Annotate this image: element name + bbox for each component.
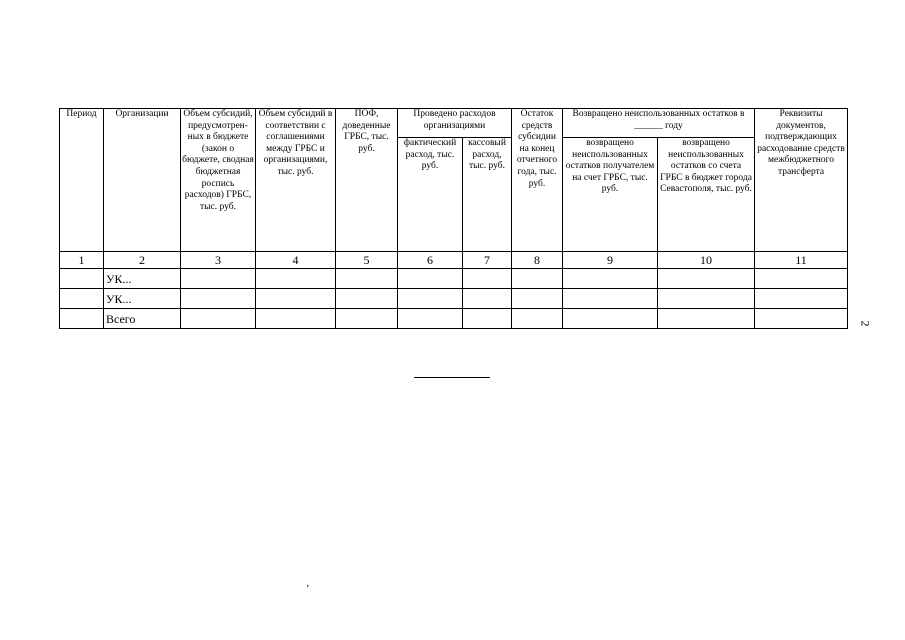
header-balance: Остаток средств субсидии на конец отчетного года, тыс. руб. [512, 109, 563, 252]
header-subsidy-volume: Объем субсидий, предусмотрен-ных в бюджете (закон о бюджете, сводная бюджетная роспись расходов) ГРБС, тыс. руб. [181, 109, 256, 252]
table-cell [336, 269, 398, 289]
table-cell [60, 269, 104, 289]
table-cell [512, 269, 563, 289]
footnote-rule [414, 377, 490, 378]
table-cell [181, 309, 256, 329]
table-cell [60, 309, 104, 329]
column-number: 6 [398, 252, 463, 269]
table-cell [512, 289, 563, 309]
header-actual-expense: фактический расход, тыс. руб. [398, 138, 463, 252]
scan-speck: ʼ [306, 584, 310, 595]
header-returned-group: Возвращено неиспользованных остатков в ______ году [563, 109, 755, 138]
table-cell [463, 289, 512, 309]
header-returned-to-budget: возвращено неиспользованных остатков со счета ГРБС в бюджет города Севастополя, тыс. руб. [658, 138, 755, 252]
header-subsidy-agreements: Объем субсидий в соответствии с соглашениями между ГРБС и организациями, тыс. руб. [256, 109, 336, 252]
column-number: 8 [512, 252, 563, 269]
table-cell [336, 309, 398, 329]
table-cell [563, 269, 658, 289]
column-number: 3 [181, 252, 256, 269]
page-number: 2 [858, 320, 873, 327]
header-row [60, 109, 848, 138]
table-cell [398, 269, 463, 289]
column-number: 4 [256, 252, 336, 269]
table-cell [336, 289, 398, 309]
table-row-total [60, 309, 848, 329]
header-expenses-group: Проведено расходов организациями [398, 109, 512, 138]
table-cell [398, 309, 463, 329]
column-number: 2 [104, 252, 181, 269]
column-number: 11 [755, 252, 848, 269]
header-pof: ПОФ, доведенные ГРБС, тыс. руб. [336, 109, 398, 252]
column-number: 1 [60, 252, 104, 269]
table-cell [256, 289, 336, 309]
table-cell [755, 309, 848, 329]
column-number: 10 [658, 252, 755, 269]
header-organizations: Организации [104, 109, 181, 252]
table-cell [463, 309, 512, 329]
table-row [60, 269, 848, 289]
table-cell [563, 289, 658, 309]
table-cell [512, 309, 563, 329]
table-cell [256, 269, 336, 289]
table-cell [563, 309, 658, 329]
header-requisites: Реквизиты документов, подтверждающих расходование средств межбюджетного трансферта [755, 109, 848, 252]
column-number: 5 [336, 252, 398, 269]
column-number-row [60, 252, 848, 269]
table-cell [658, 289, 755, 309]
table-cell [398, 289, 463, 309]
subsidy-report-table [59, 108, 848, 329]
table-cell [755, 289, 848, 309]
row-organization: УК... [104, 269, 181, 289]
table-cell [658, 309, 755, 329]
table-cell [181, 269, 256, 289]
table-cell [60, 289, 104, 309]
table-cell [463, 269, 512, 289]
table-row [60, 289, 848, 309]
column-number: 7 [463, 252, 512, 269]
row-total-label: Всего [104, 309, 181, 329]
table-cell [256, 309, 336, 329]
header-cash-expense: кассовый расход, тыс. руб. [463, 138, 512, 252]
header-period: Период [60, 109, 104, 252]
row-organization: УК... [104, 289, 181, 309]
table-cell [181, 289, 256, 309]
table-cell [755, 269, 848, 289]
table-cell [658, 269, 755, 289]
column-number: 9 [563, 252, 658, 269]
header-returned-to-grbs: возвращено неиспользованных остатков получателем на счет ГРБС, тыс. руб. [563, 138, 658, 252]
